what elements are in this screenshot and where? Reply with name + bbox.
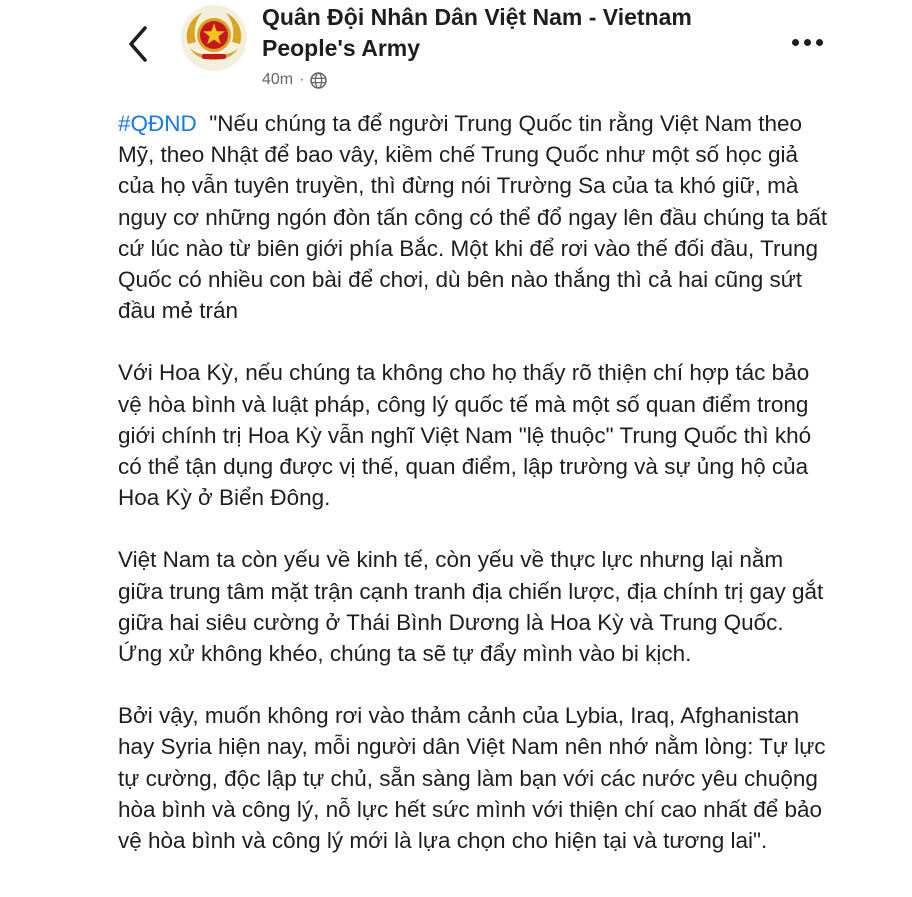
- army-emblem-icon: [180, 4, 248, 72]
- post-body: [118, 108, 828, 887]
- post-paragraph-3: Việt Nam ta còn yếu về kinh tế, còn yếu về thực lực nhưng lại nằm giữa trung tâm mặt trận cạnh tranh địa chiến lược, địa chính trị gay gắt giữa hai siêu cường ở Thái Bình Dương là Hoa Kỳ và Trung Quốc. Ứng xử không khéo, chúng ta sẽ tự đẩy mình vào bi kịch.: [118, 547, 824, 667]
- avatar[interactable]: [180, 4, 248, 72]
- post-time[interactable]: 40m: [262, 71, 294, 88]
- post-meta: [262, 68, 327, 92]
- globe-icon: [310, 72, 327, 89]
- meta-separator: ·: [299, 71, 305, 88]
- more-options-button[interactable]: [780, 24, 834, 60]
- post-paragraph-1: [118, 108, 828, 326]
- paragraph-text: "Nếu chúng ta để người Trung Quốc tin rằng Việt Nam theo Mỹ, theo Nhật để bao vây, kiềm chế Trung Quốc như một số học giả của họ vẫn tuyên truyền, thì đừng nói Trường Sa của ta khó giữ, mà nguy cơ những ngón đòn tấn công có thể đổ ngay lên đầu chúng ta bất cứ lúc nào từ biên giới phía Bắc. Một khi để rơi vào thế đối đầu, Trung Quốc có nhiều con bài để chơi, dù bên nào thắng thì cả hai cũng sứt đầu mẻ trán: [118, 111, 828, 324]
- post-paragraph-4: Bởi vậy, muốn không rơi vào thảm cảnh của Lybia, Iraq, Afghanistan hay Syria hiện nay, mỗi người dân Việt Nam nên nhớ nằm lòng: Tự lực tự cường, độc lập tự chủ, sẵn sàng làm bạn với các nước yêu chuộng hòa bình và công lý, nỗ lực hết sức mình với thiện chí cao nhất để bảo vệ hòa bình và công lý mới là lựa chọn cho hiện tại và tương lai".: [118, 703, 826, 854]
- back-button[interactable]: [118, 20, 158, 68]
- hashtag-link[interactable]: #QĐND: [118, 111, 197, 136]
- chevron-left-icon: [125, 24, 151, 64]
- page-name[interactable]: Quân Đội Nhân Dân Việt Nam - Vietnam People's Army: [262, 4, 692, 61]
- post-paragraph-2: Với Hoa Kỳ, nếu chúng ta không cho họ thấy rõ thiện chí hợp tác bảo vệ hòa bình và luật pháp, công lý quốc tế mà một số quan điểm trong giới chính trị Hoa Kỳ vẫn nghĩ Việt Nam "lệ thuộc" Trung Quốc thì khó có thể tận dụng được vị thế, quan điểm, lập trường và sự ủng hộ của Hoa Kỳ ở Biển Đông.: [118, 360, 812, 511]
- post-header: [0, 0, 912, 100]
- more-horizontal-icon: [792, 39, 823, 46]
